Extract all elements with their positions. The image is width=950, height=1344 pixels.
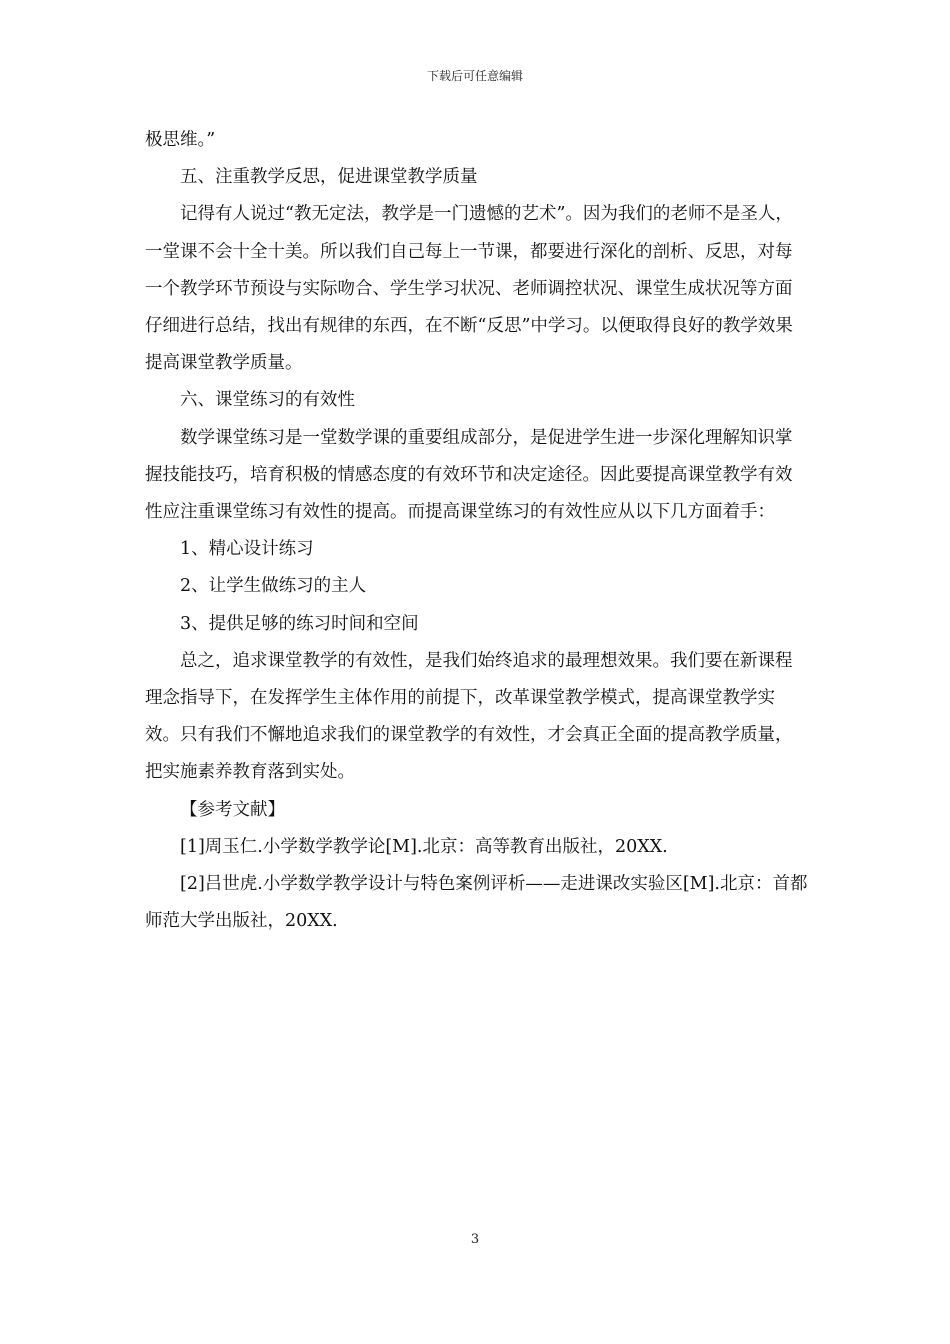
document-body — [145, 122, 808, 940]
paragraph-practice: 数学课堂练习是一堂数学课的重要组成部分，是促进学生进一步深化理解知识掌握技能技巧，培育积极的情感态度的有效环节和决定途径。因此要提高课堂教学有效性应注重课堂练习有效性的提高。而提高课堂练习的有效性应从以下几方面着手： — [145, 427, 793, 523]
paragraph-reflection: 记得有人说过“教无定法，教学是一门遗憾的艺术”。因为我们的老师不是圣人，一堂课不会十全十美。所以我们自己每上一节课，都要进行深化的剖析、反思，对每一个教学环节预设与实际吻合、学生学习状况、老师调控状况、课堂生成状况等方面仔细进行总结，找出有规律的东西，在不断“反思”中学习。以便取得良好的教学效果提高课堂教学质量。 — [145, 204, 793, 374]
reference-1: [1]周玉仁.小学数学教学论[M].北京：高等教育出版社，20XX. — [180, 836, 668, 857]
list-item-2: 2、让学生做练习的主人 — [180, 576, 367, 597]
references-heading: 【参考文献】 — [180, 799, 285, 820]
page-number: 3 — [470, 1232, 480, 1247]
header-note: 下载后可任意编辑 — [426, 69, 523, 83]
section-heading-5: 五、注重教学反思，促进课堂教学质量 — [180, 167, 478, 188]
list-item-1: 1、精心设计练习 — [180, 539, 314, 560]
list-item-3: 3、提供足够的练习时间和空间 — [180, 613, 419, 634]
paragraph-continuation: 极思维。” — [145, 130, 216, 150]
paragraph-conclusion: 总之，追求课堂教学的有效性，是我们始终追求的最理想效果。我们要在新课程理念指导下，在发挥学生主体作用的前提下，改革课堂教学模式，提高课堂教学实效。只有我们不懈地追求我们的课堂教学的有效性，才会真正全面的提高教学质量，把实施素养教育落到实处。 — [145, 650, 793, 783]
section-heading-6: 六、课堂练习的有效性 — [180, 390, 355, 411]
reference-2: [2]吕世虎.小学数学教学设计与特色案例评析——走进课改实验区[M].北京：首都师范大学出版社，20XX. — [145, 874, 808, 932]
